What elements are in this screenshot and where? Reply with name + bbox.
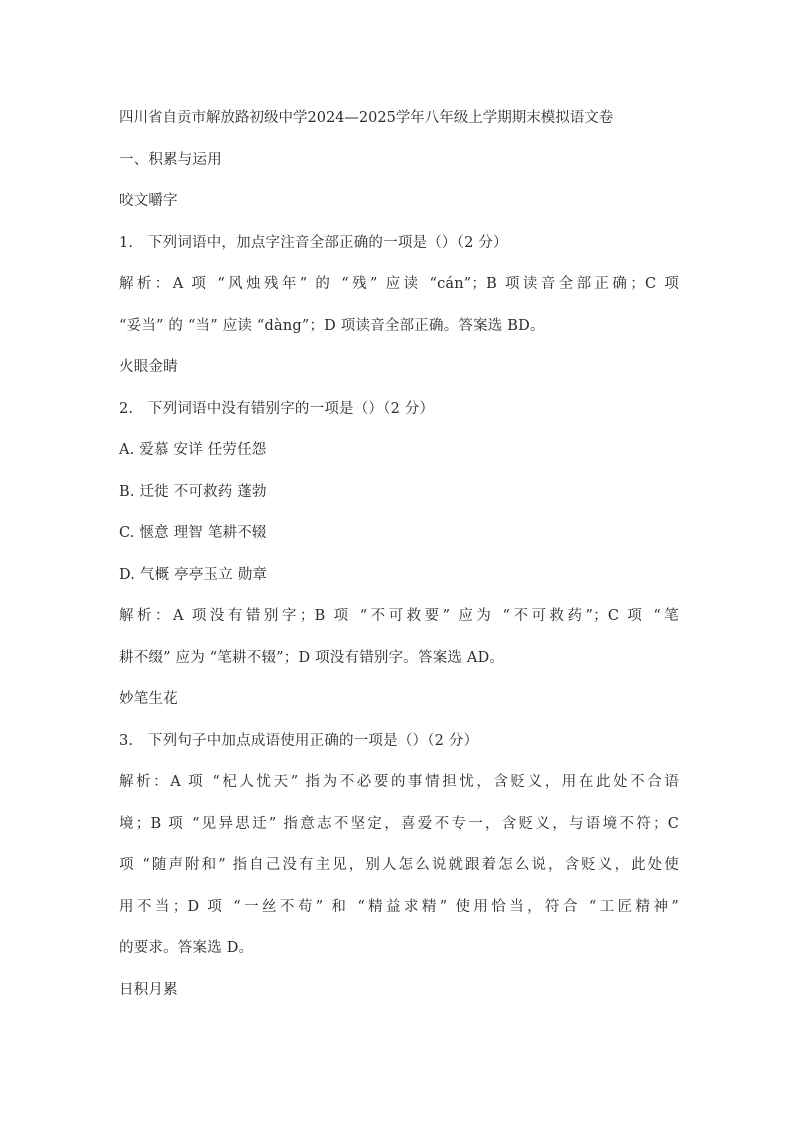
question-2-analysis-line: 解析：A 项没有错别字；B 项 “不可救要” 应为 “不可救药”；C 项 “笔 — [119, 608, 679, 624]
question-2-option-b: B. 迁徙 不可救药 蓬勃 — [119, 484, 267, 500]
question-3-analysis-line: 解析：A 项 “杞人忧天” 指为不必要的事情担忧，含贬义，用在此处不合语 — [119, 774, 679, 790]
section-heading: 一、积累与运用 — [119, 152, 222, 168]
question-2-stem: 2. 下列词语中没有错别字的一项是（）（2 分） — [119, 401, 435, 417]
question-3-analysis-line: 项 “随声附和” 指自己没有主见，别人怎么说就跟着怎么说，含贬义，此处使 — [119, 857, 679, 873]
subsection-heading: 妙笔生花 — [119, 691, 178, 707]
subsection-heading: 咬文嚼字 — [119, 193, 178, 209]
question-1-stem: 1. 下列词语中，加点字注音全部正确的一项是（）（2 分） — [119, 235, 508, 251]
question-3-analysis-line: 境；B 项 “见异思迁” 指意志不坚定，喜爱不专一，含贬义，与语境不符；C — [119, 816, 679, 832]
question-3-analysis-line: 的要求。答案选 D。 — [119, 940, 254, 956]
question-2-option-d: D. 气概 亭亭玉立 勋章 — [119, 567, 268, 583]
question-3-analysis-line: 用不当；D 项 “一丝不苟” 和 “精益求精” 使用恰当，符合 “工匠精神” — [119, 899, 679, 915]
question-2-option-c: C. 惬意 理智 笔耕不辍 — [119, 525, 267, 541]
question-3-stem: 3. 下列句子中加点成语使用正确的一项是（）（2 分） — [119, 733, 479, 749]
question-1-analysis-line: “妥当” 的 “当” 应读 “dàng”；D 项读音全部正确。答案选 BD。 — [119, 318, 545, 334]
subsection-heading: 日积月累 — [119, 982, 178, 998]
question-2-option-a: A. 爱慕 安详 任劳任怨 — [119, 442, 267, 458]
document-title: 四川省自贡市解放路初级中学2024—2025学年八年级上学期期末模拟语文卷 — [119, 110, 614, 126]
question-2-analysis-line: 耕不缀” 应为 “笔耕不辍”；D 项没有错别字。答案选 AD。 — [119, 650, 505, 666]
subsection-heading: 火眼金睛 — [119, 359, 178, 375]
question-1-analysis-line: 解析：A 项 “风烛残年” 的 “残” 应读 “cán”；B 项读音全部正确；C 项 — [119, 276, 679, 292]
